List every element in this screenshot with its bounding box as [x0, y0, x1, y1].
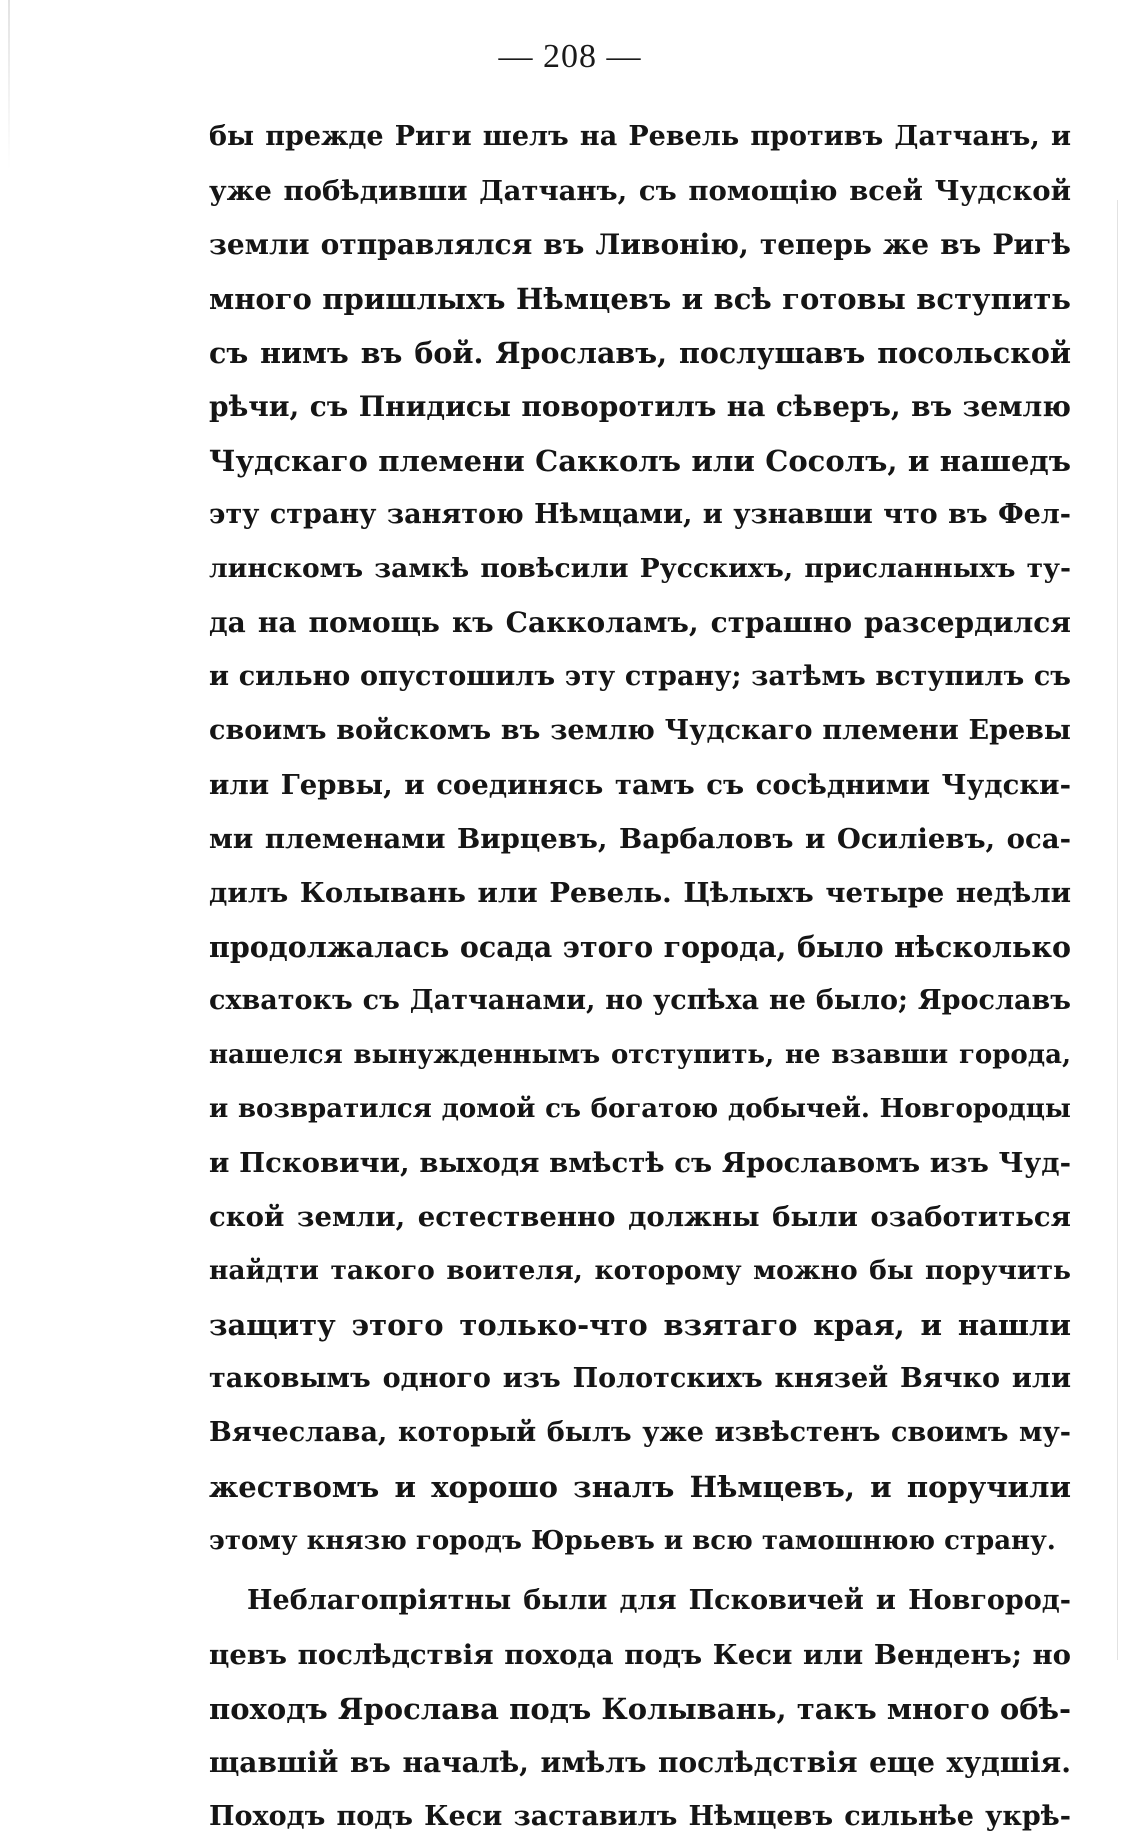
text-line: дилъ Колывань или Ревель. Цѣлыхъ четыре недѣли	[209, 877, 1071, 909]
text-line: защиту этого только-что взятаго края, и нашли	[209, 1308, 1071, 1342]
text-line: походъ Ярослава подъ Колывань, такъ много обѣ-	[209, 1692, 1071, 1726]
text-line: и Псковичи, выходя вмѣстѣ съ Ярославомъ изъ Чуд-	[209, 1147, 1071, 1179]
text-line: схватокъ съ Датчанами, но успѣха не было; Ярославъ	[209, 985, 1071, 1016]
text-line: Неблагопріятны были для Псковичей и Новгород-	[247, 1585, 1071, 1616]
text-line: эту страну занятою Нѣмцами, и узнавши что въ Фел-	[209, 499, 1071, 530]
text-line: Походъ подъ Кеси заставилъ Нѣмцевъ сильнѣе укрѣ-	[209, 1801, 1071, 1832]
text-line: много пришлыхъ Нѣмцевъ и всѣ готовы вступить	[209, 282, 1071, 316]
text-line: жествомъ и хорошо зналъ Нѣмцевъ, и поручили	[209, 1470, 1071, 1504]
text-line: щавшій въ началѣ, имѣлъ послѣдствія еще худшія.	[209, 1746, 1071, 1779]
text-line: продолжалась осада этого города, было нѣсколько	[209, 930, 1071, 964]
text-line: и возвратился домой съ богатою добычей. Новгородцы	[209, 1094, 1071, 1124]
text-line: ми племенами Вирцевъ, Варбаловъ и Осиліевъ, оса-	[209, 823, 1071, 855]
scan-edge-left	[8, 0, 10, 170]
text-line: этому князю городъ Юрьевъ и всю тамошнюю страну.	[209, 1526, 1056, 1556]
text-line: Вячеслава, который былъ уже извѣстенъ своимъ му-	[209, 1417, 1071, 1448]
paragraph	[209, 110, 1071, 1568]
body-text	[209, 110, 1071, 1844]
text-line: цевъ послѣдствія похода подъ Кеси или Венденъ; но	[209, 1639, 1071, 1671]
text-line: Чудскаго племени Сакколъ или Сосолъ, и нашедъ	[209, 444, 1071, 478]
text-line: нашелся вынужденнымъ отступить, не взавши города,	[209, 1040, 1071, 1070]
text-line: найдти такого воителя, которому можно бы поручить	[209, 1255, 1071, 1286]
text-line: земли отправлялся въ Ливонію, теперь же въ Ригѣ	[209, 228, 1071, 261]
page-number: — 208 —	[498, 38, 642, 75]
text-line: бы прежде Риги шелъ на Ревель противъ Датчанъ, и	[209, 121, 1071, 152]
text-line: или Гервы, и соединясь тамъ съ сосѣдними Чудски-	[209, 769, 1071, 801]
text-line: да на помощь къ Сакколамъ, страшно разсердился	[209, 606, 1071, 639]
text-line: и сильно опустошилъ эту страну; затѣмъ вступилъ съ	[209, 661, 1071, 692]
text-line: ской земли, естественно должны были озаботиться	[209, 1201, 1071, 1233]
text-line: таковымъ одного изъ Полотскихъ князей Вячко или	[209, 1363, 1071, 1394]
text-line: рѣчи, съ Пнидисы поворотилъ на сѣверъ, въ землю	[209, 390, 1071, 423]
paragraph	[209, 1574, 1071, 1844]
text-line: своимъ войскомъ въ землю Чудскаго племени Еревы	[209, 715, 1071, 746]
text-line: съ нимъ въ бой. Ярославъ, послушавъ посольской	[209, 336, 1071, 370]
text-line: уже побѣдивши Датчанъ, съ помощію всей Чудской	[209, 175, 1071, 207]
text-line: линскомъ замкѣ повѣсили Русскихъ, присланныхъ ту-	[209, 553, 1071, 584]
scan-edge-right	[1117, 200, 1118, 1660]
